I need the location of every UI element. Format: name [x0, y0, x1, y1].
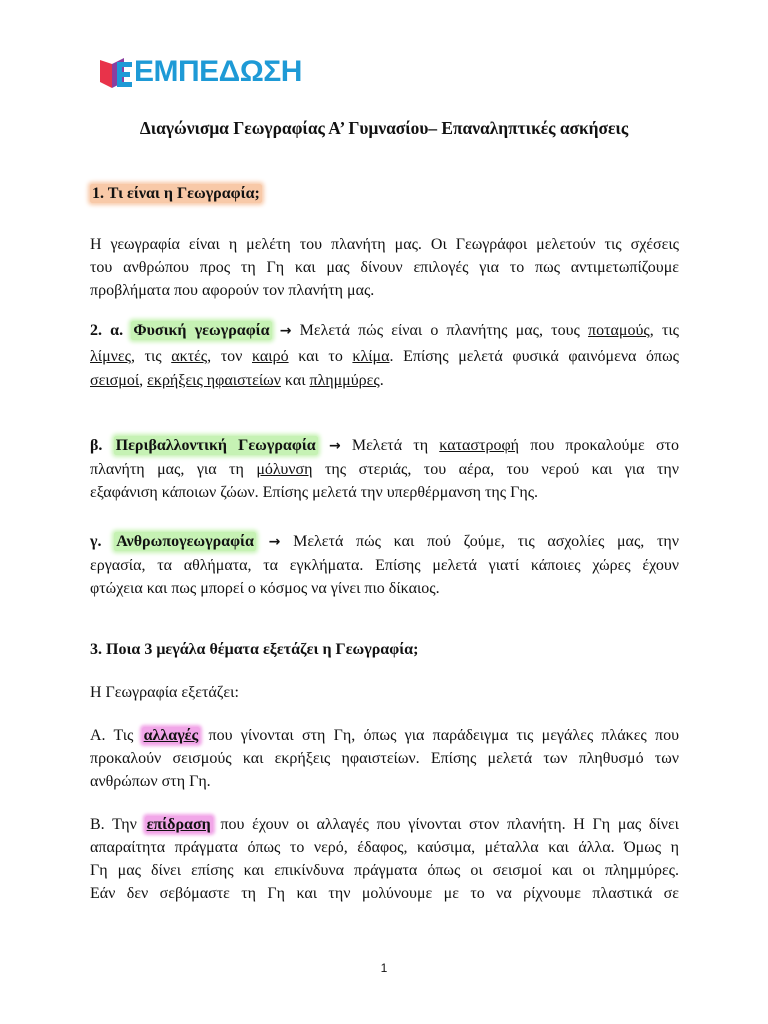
text: , — [139, 372, 148, 389]
logo-mark-icon — [100, 54, 132, 90]
question-1-heading — [90, 182, 679, 205]
text: , τις — [130, 348, 172, 365]
text: . Επίσης μελετά φυσικά φαινόμενα όπως — [389, 348, 679, 365]
heading-text: 3. Ποια 3 μεγάλα θέματα εξετάζει η Γεωγραφία; — [90, 641, 419, 658]
logo-text: ΕΜΠΕΔΩΣΗ — [134, 55, 302, 88]
text-line — [90, 319, 679, 343]
item-prefix: γ. — [90, 533, 102, 550]
item-prefix: β. — [90, 437, 103, 454]
question-1-answer — [90, 233, 679, 302]
underlined-word: καταστροφή — [439, 437, 520, 454]
text: που έχουν οι αλλαγές που γίνονται στον πλανήτη. Η Γη μας δίνει — [212, 816, 679, 833]
text-line: ανθρώπων στη Γη. — [90, 773, 211, 790]
text-line: εξαφάνιση κάποιων ζώων. Επίσης μελετά την υπερθέρμανση της Γης. — [90, 484, 539, 501]
text-line: Εάν δεν σεβόμαστε τη Γη και την μολύνουμε με το να ρίχνουμε πλαστικά σε — [90, 885, 679, 902]
text: που προκαλούμε στο — [519, 437, 680, 454]
underlined-word: κλίμα — [352, 348, 390, 365]
question-3-intro — [90, 681, 679, 704]
text-line: Η γεωγραφία είναι η μελέτη του πλανήτη μας. Οι Γεωγράφοι μελετούν τις σχέσεις — [90, 236, 679, 253]
question-3-heading — [90, 638, 679, 661]
arrow-right-icon: → — [328, 438, 341, 454]
question-3-item-a — [90, 724, 679, 793]
text: Α. Τις — [90, 727, 142, 744]
arrow-right-icon: → — [268, 534, 281, 550]
text-line — [90, 369, 679, 393]
text-line: φτώχεια και πως μπορεί ο κόσμος να γίνει πιο δίκαιος. — [90, 580, 440, 597]
text-line: απαραίτητα πράγματα όπως το νερό, έδαφος, καύσιμα, μέταλλα και άλλα. Όμως η — [90, 839, 679, 856]
text-line: εργασία, τα αθλήματα, τα εγκλήματα. Επίσης μελετά γιατί κάποιες χώρες έχουν — [90, 557, 679, 574]
underlined-word: ποταμούς — [588, 322, 650, 339]
text-line — [90, 530, 679, 554]
underlined-word: μόλυνση — [256, 461, 313, 478]
arrow-right-icon: → — [279, 323, 292, 339]
text: Β. Την — [90, 816, 145, 833]
question-2b — [90, 434, 679, 504]
keyword-highlight: επίδραση — [146, 816, 211, 833]
underlined-word: πλημμύρες — [309, 372, 380, 389]
underlined-word: λίμνες — [90, 348, 131, 365]
text-line: προβλήματα που αφορούν τον πλανήτη μας. — [90, 282, 375, 299]
text: Μελετά τη — [340, 437, 440, 454]
question-2a — [90, 319, 679, 393]
term-highlight: Περιβαλλοντική Γεωγραφία — [115, 437, 316, 454]
underlined-word: ακτές — [171, 348, 208, 365]
text-line — [90, 458, 679, 481]
document-title: Διαγώνισμα Γεωγραφίας Α’ Γυμνασίου– Επαναληπτικές ασκήσεις — [139, 118, 629, 138]
term-highlight: Ανθρωπογεωγραφία — [116, 533, 254, 550]
text-line — [90, 434, 679, 458]
text-line: Η Γεωγραφία εξετάζει: — [90, 684, 239, 701]
text: Μελετά πώς και πού ζούμε, τις ασχολίες μας, την — [280, 533, 680, 550]
text: . — [379, 372, 384, 389]
page-number: 1 — [380, 961, 388, 975]
text: , τον — [207, 348, 252, 365]
heading-highlight: 1. Τι είναι η Γεωγραφία; — [92, 185, 260, 202]
keyword-highlight: αλλαγές — [143, 727, 199, 744]
underlined-word: εκρήξεις ηφαιστείων — [147, 372, 281, 389]
item-prefix: 2. α. — [90, 322, 124, 339]
logo — [100, 52, 302, 92]
text: και — [280, 372, 310, 389]
text: που γίνονται στη Γη, όπως για παράδειγμα τις μεγάλες πλάκες που — [200, 727, 680, 744]
underlined-word: καιρό — [252, 348, 289, 365]
underlined-word: σεισμοί — [90, 372, 140, 389]
text-line: προκαλούν σεισμούς και εκρήξεις ηφαιστείων. Επίσης μελετά των πληθυσμό των — [90, 750, 679, 767]
text-line: του ανθρώπου προς τη Γη και μας δίνουν επιλογές για το πως αντιμετωπίζουμε — [90, 259, 679, 276]
text: της στεριάς, του αέρα, του νερού και για την — [312, 461, 680, 478]
text: και το — [288, 348, 353, 365]
text-line — [90, 724, 679, 747]
text-line: Γη μας δίνει επίσης και επικίνδυνα πράγματα όπως οι σεισμοί και οι πλημμύρες. — [90, 862, 679, 879]
question-3-item-b — [90, 813, 679, 905]
text: πλανήτη μας, για τη — [90, 461, 257, 478]
term-highlight: Φυσική γεωγραφία — [133, 322, 270, 339]
text: Μελετά πώς είναι ο πλανήτης μας, τους — [291, 322, 589, 339]
question-2c — [90, 530, 679, 600]
text-line — [90, 345, 679, 369]
text-line — [90, 813, 679, 836]
text: , τις — [649, 322, 680, 339]
